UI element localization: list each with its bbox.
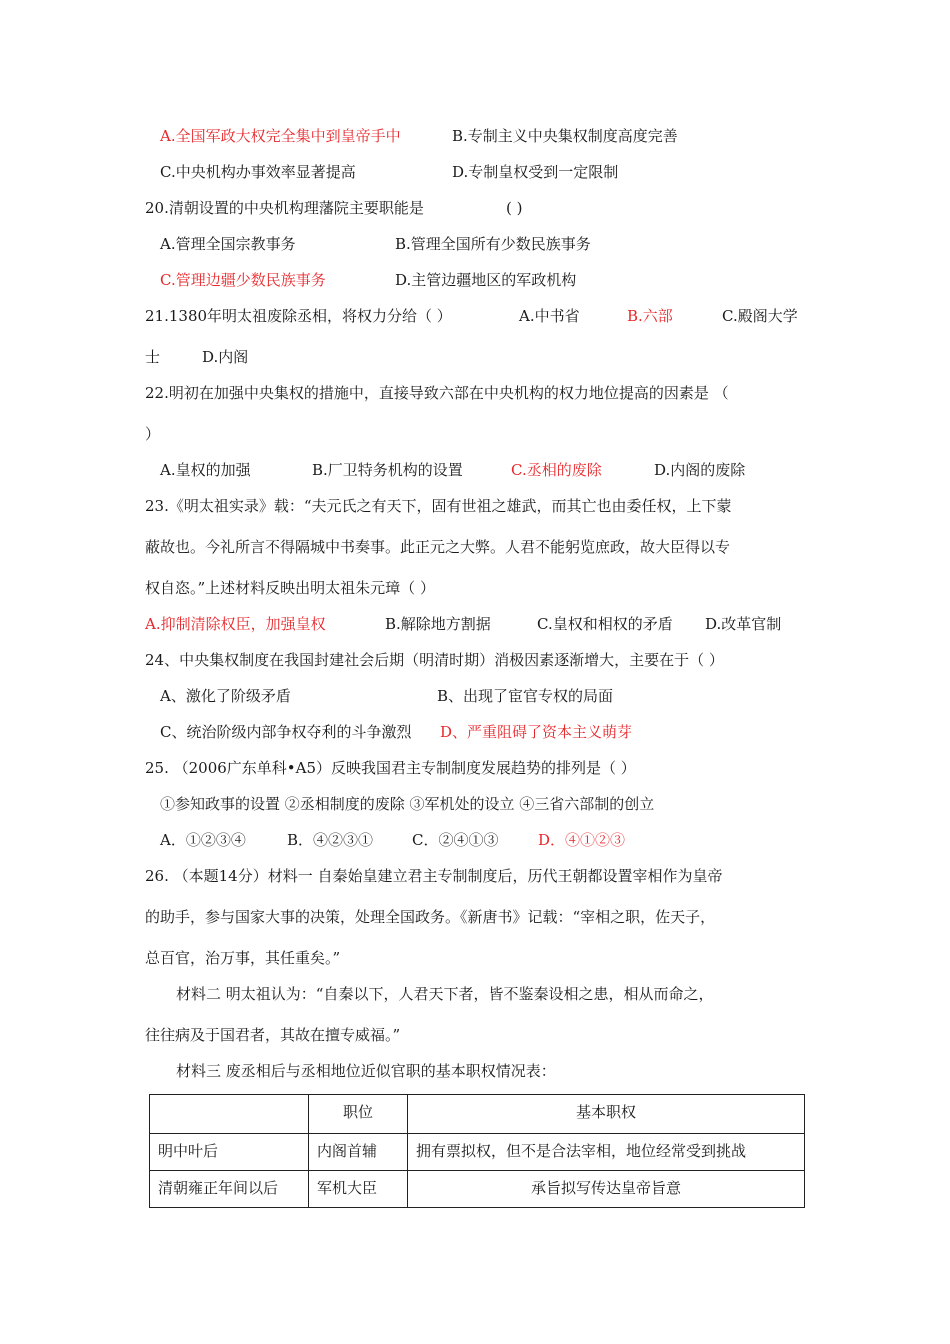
q26-material2-line-1: 材料二 明太祖认为：“自秦以下，人君天下者，皆不鉴秦设相之患，相从而命之，	[176, 985, 714, 1003]
q23-option-a: A.抑制清除权臣，加强皇权	[145, 615, 326, 633]
q24-option-d: D、严重阻碍了资本主义萌芽	[440, 723, 633, 741]
q25-option-c: C．②④①③	[412, 831, 499, 849]
q23-line-2: 蔽故也。今礼所言不得隔城中书奏事。此正元之大弊。人君不能躬览庶政，故大臣得以专	[145, 538, 731, 556]
q21-option-c: C.殿阁大学	[722, 307, 798, 325]
q19-option-d: D.专制皇权受到一定限制	[452, 163, 619, 181]
table-cell: 承旨拟写传达皇帝旨意	[408, 1171, 805, 1208]
q26-line-3: 总百官，治万事，其任重矣。”	[145, 949, 341, 967]
q24-stem: 24、中央集权制度在我国封建社会后期（明清时期）消极因素逐渐增大，主要在于（ ）	[145, 651, 724, 669]
q19-option-a: A.全国军政大权完全集中到皇帝手中	[160, 127, 401, 145]
table-cell: 军机大臣	[309, 1171, 408, 1208]
q26-line-2: 的助手，参与国家大事的决策，处理全国政务。《新唐书》记载：“宰相之职，佐天子，	[145, 908, 716, 926]
table-cell: 内阁首辅	[309, 1134, 408, 1171]
q23-option-c: C.皇权和相权的矛盾	[537, 615, 673, 633]
q24-option-b: B、出现了宦官专权的局面	[437, 687, 614, 705]
q19-option-c: C.中央机构办事效率显著提高	[160, 163, 356, 181]
q20-answer-paren: ( )	[506, 199, 523, 217]
q21-option-b: B.六部	[627, 307, 673, 325]
q21-option-d: D.内阁	[202, 348, 249, 366]
table-header-cell: 基本职权	[408, 1095, 805, 1134]
q22-option-b: B.厂卫特务机构的设置	[312, 461, 463, 479]
q26-line-1: 26. （本题14分）材料一 自秦始皇建立君主专制制度后，历代王朝都设置宰相作为皇帝	[145, 867, 723, 885]
table-cell: 明中叶后	[150, 1134, 309, 1171]
q26-material3-caption: 材料三 废丞相后与丞相地位近似官职的基本职权情况表：	[176, 1062, 556, 1080]
q25-option-a: A．①②③④	[160, 831, 246, 849]
q23-line-3: 权自恣。”上述材料反映出明太祖朱元璋（ ）	[145, 579, 435, 597]
q21-option-a: A.中书省	[519, 307, 580, 325]
q22-stem: 22.明初在加强中央集权的措施中，直接导致六部在中央机构的权力地位提高的因素是 （	[145, 384, 729, 402]
q25-items: ①参知政事的设置 ②丞相制度的废除 ③军机处的设立 ④三省六部制的创立	[160, 795, 655, 813]
q20-option-c: C.管理边疆少数民族事务	[160, 271, 326, 289]
table-cell: 拥有票拟权，但不是合法宰相，地位经常受到挑战	[408, 1134, 805, 1171]
q25-option-b: B．④②③①	[287, 831, 374, 849]
q22-option-c: C.丞相的废除	[511, 461, 602, 479]
q23-line-1: 23.《明太祖实录》载：“夫元氏之有天下，固有世祖之雄武，而其亡也由委任权，上下蒙	[145, 497, 732, 515]
q24-option-c: C、统治阶级内部争权夺利的斗争激烈	[160, 723, 412, 741]
q20-stem: 20.清朝设置的中央机构理藩院主要职能是	[145, 199, 424, 217]
table-cell: 清朝雍正年间以后	[150, 1171, 309, 1208]
table-row	[150, 1134, 805, 1171]
q25-option-d: D．④①②③	[538, 831, 626, 849]
table-row	[150, 1171, 805, 1208]
q20-option-d: D.主管边疆地区的军政机构	[395, 271, 577, 289]
q21-stem: 21.1380年明太祖废除丞相，将权力分给（ ）	[145, 307, 452, 325]
q26-material2-line-2: 往往病及于国君者，其故在擅专威福。”	[145, 1026, 401, 1044]
q23-option-d: D.改革官制	[705, 615, 782, 633]
q19-option-b: B.专制主义中央集权制度高度完善	[452, 127, 678, 145]
q21-option-c-continued: 士	[145, 348, 161, 366]
q20-option-b: B.管理全国所有少数民族事务	[395, 235, 591, 253]
table-header-row	[150, 1095, 805, 1134]
q24-option-a: A、激化了阶级矛盾	[160, 687, 291, 705]
table-header-cell: 职位	[309, 1095, 408, 1134]
q22-option-d: D.内阁的废除	[654, 461, 746, 479]
q22-option-a: A.皇权的加强	[160, 461, 251, 479]
q20-option-a: A.管理全国宗教事务	[160, 235, 296, 253]
official-powers-table	[149, 1094, 805, 1208]
q22-stem-continued: ）	[145, 425, 161, 443]
q25-stem: 25. （2006广东单科•A5）反映我国君主专制制度发展趋势的排列是（ ）	[145, 759, 636, 777]
table-header-cell	[150, 1095, 309, 1134]
q23-option-b: B.解除地方割据	[385, 615, 491, 633]
